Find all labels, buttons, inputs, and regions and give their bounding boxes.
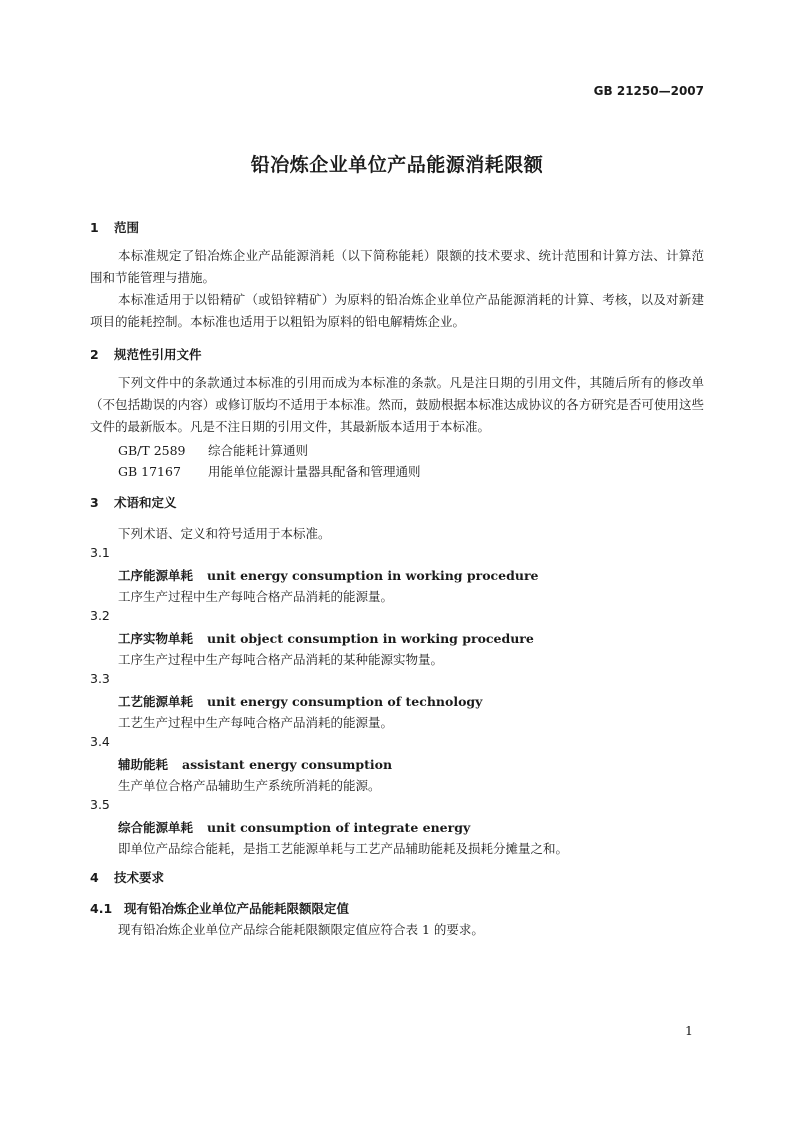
reference-code: GB/T 2589 (118, 443, 186, 458)
section-3-heading (90, 493, 177, 511)
section-number: 4 (90, 870, 99, 885)
page-number: 1 (685, 1023, 693, 1038)
term-number: 3.4 (90, 734, 110, 749)
section-number: 1 (90, 220, 99, 235)
subsection-title: 现有铅冶炼企业单位产品能耗限额限定值 (124, 901, 350, 916)
subsection-number: 4.1 (90, 901, 113, 916)
section-title: 范围 (114, 220, 140, 235)
term-heading (118, 566, 539, 584)
reference-title: 综合能耗计算通则 (208, 443, 309, 458)
term-definition: 工序生产过程中生产每吨合格产品消耗的某种能源实物量。 (118, 652, 444, 667)
term-heading (118, 818, 470, 836)
term-chinese: 辅助能耗 (118, 757, 169, 772)
term-english: unit energy consumption of technology (207, 694, 483, 709)
section-3-intro: 下列术语、定义和符号适用于本标准。 (118, 526, 331, 541)
term-definition: 生产单位合格产品辅助生产系统所消耗的能源。 (118, 778, 381, 793)
term-heading (118, 629, 534, 647)
term-heading (118, 692, 482, 710)
term-chinese: 工序实物单耗 (118, 631, 194, 646)
term-english: unit object consumption in working procedure (207, 631, 534, 646)
reference-code: GB 17167 (118, 464, 181, 479)
term-chinese: 工艺能源单耗 (118, 694, 194, 709)
section-title: 术语和定义 (114, 495, 177, 510)
term-english: assistant energy consumption (182, 757, 393, 772)
term-chinese: 综合能源单耗 (118, 820, 194, 835)
section-number: 3 (90, 495, 99, 510)
term-english: unit energy consumption in working procedure (207, 568, 539, 583)
section-4-heading (90, 868, 164, 886)
section-number: 2 (90, 347, 99, 362)
subsection-4-1-text: 现有铅冶炼企业单位产品综合能耗限额限定值应符合表 1 的要求。 (118, 922, 484, 937)
term-number: 3.2 (90, 608, 110, 623)
section-2-paragraph-1: 下列文件中的条款通过本标准的引用而成为本标准的条款。凡是注日期的引用文件，其随后所有的修改单（不包括勘误的内容）或修订版均不适用于本标准。然而，鼓励根据本标准达成协议的各方研究是否可使用这些文件的最新版本。凡是不注日期的引用文件，其最新版本适用于本标准。 (90, 375, 704, 434)
term-english: unit consumption of integrate energy (207, 820, 471, 835)
section-title: 规范性引用文件 (114, 347, 202, 362)
section-1-paragraph-1: 本标准规定了铅冶炼企业产品能源消耗（以下简称能耗）限额的技术要求、统计范围和计算方法、计算范围和节能管理与措施。 (90, 248, 704, 285)
term-number: 3.3 (90, 671, 110, 686)
term-number: 3.5 (90, 797, 110, 812)
term-heading (118, 755, 392, 773)
term-chinese: 工序能源单耗 (118, 568, 194, 583)
section-1-heading (90, 218, 139, 236)
section-1-paragraph-2: 本标准适用于以铅精矿（或铅锌精矿）为原料的铅冶炼企业单位产品能源消耗的计算、考核，以及对新建项目的能耗控制。本标准也适用于以粗铅为原料的铅电解精炼企业。 (90, 292, 704, 329)
normative-reference (118, 462, 421, 480)
document-title: 铅冶炼企业单位产品能源消耗限额 (250, 154, 544, 176)
standard-number: GB 21250—2007 (593, 84, 704, 98)
term-number: 3.1 (90, 545, 110, 560)
term-definition: 工序生产过程中生产每吨合格产品消耗的能源量。 (118, 589, 394, 604)
subsection-4-1-heading (90, 899, 349, 917)
reference-title: 用能单位能源计量器具配备和管理通则 (208, 464, 421, 479)
normative-reference (118, 441, 308, 459)
section-title: 技术要求 (114, 870, 165, 885)
section-2-heading (90, 345, 202, 363)
term-definition: 工艺生产过程中生产每吨合格产品消耗的能源量。 (118, 715, 394, 730)
term-definition: 即单位产品综合能耗，是指工艺能源单耗与工艺产品辅助能耗及损耗分摊量之和。 (118, 841, 569, 856)
